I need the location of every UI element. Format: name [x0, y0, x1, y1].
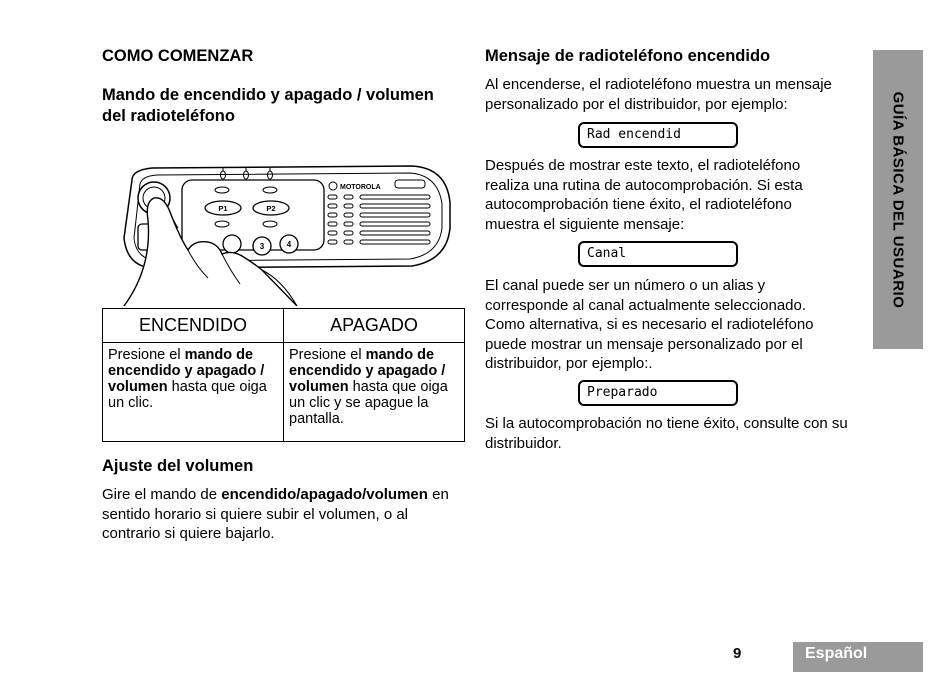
side-tab-label: GUÍA BÁSICA DEL USUARIO	[889, 91, 907, 308]
paragraph-3: El canal puede ser un número o un alias y corresponde al canal actualmente seleccionado. Como alternativa, si es necesario el radioteléfono puede mostrar un mensaje personalizado por el distribuidor, por ejemplo:.	[485, 277, 814, 372]
side-tab	[873, 50, 923, 349]
display-canal: Canal	[578, 241, 738, 267]
subtitle-line-2: del radioteléfono	[102, 107, 235, 125]
subtitle-line-1: Mando de encendido y apagado / volumen	[102, 86, 434, 104]
paragraph-2: Después de mostrar este texto, el radioteléfono realiza una rutina de autocomprobación. Si esta autocomprobación tiene éxito, el radioteléfono muestra el siguiente mensaje:	[485, 157, 803, 233]
section-title: COMO COMENZAR	[102, 47, 254, 65]
button-4-label: 4	[286, 240, 292, 249]
cell-apagado: Presione el mando de encendido y apagado / volumen hasta que oiga un clic y se apague la pantalla.	[284, 343, 465, 442]
p1-label: P1	[218, 204, 228, 213]
language-tab	[793, 642, 923, 672]
volume-heading: Ajuste del volumen	[102, 457, 254, 475]
on-off-table	[102, 308, 465, 442]
paragraph-4: Si la autocomprobación no tiene éxito, consulte con su distribuidor.	[485, 415, 848, 452]
cell-encendido: Presione el mando de encendido y apagado / volumen hasta que oiga un clic.	[103, 343, 284, 442]
display-rad-encendid: Rad encendid	[578, 122, 738, 148]
button-3-label: 3	[259, 242, 265, 251]
volume-paragraph: Gire el mando de encendido/apagado/volumen en sentido horario si quiere subir el volumen, o al contrario si quiere bajarlo.	[102, 486, 449, 542]
display-preparado: Preparado	[578, 380, 738, 406]
header-apagado: APAGADO	[284, 309, 465, 343]
radio-illustration	[112, 158, 457, 306]
p2-label: P2	[266, 204, 276, 213]
page-number: 9	[733, 645, 742, 662]
header-encendido: ENCENDIDO	[103, 309, 284, 343]
brand-label: MOTOROLA	[340, 184, 381, 191]
right-heading: Mensaje de radioteléfono encendido	[485, 47, 771, 65]
paragraph-1: Al encenderse, el radioteléfono muestra un mensaje personalizado por el distribuidor, por ejemplo:	[485, 76, 832, 113]
front-panel	[182, 180, 324, 250]
subsection-title	[102, 85, 472, 127]
language-tab-label: Español	[805, 645, 868, 662]
